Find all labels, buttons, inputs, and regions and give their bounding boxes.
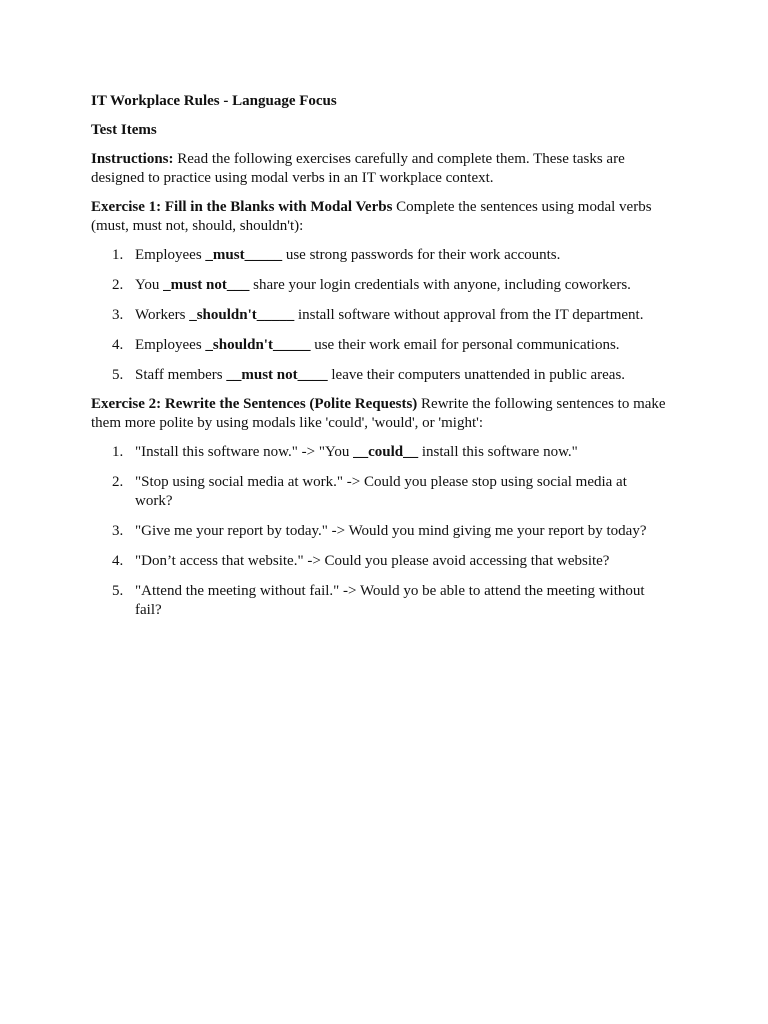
item-text-before: Workers [135,307,190,323]
list-item [91,443,668,462]
item-answer: _shouldn't_____ [189,307,295,323]
exercise2-intro [91,395,668,433]
exercise1-text: Complete the sentences using modal verbs (must, must not, should, shouldn't): [91,199,652,234]
instructions-text: Read the following exercises carefully and complete them. These tasks are designed to practice using modal verbs in an IT workplace context. [91,151,625,186]
item-text-after: install software without approval from the IT department. [294,307,644,323]
item-text: "Don’t access that website." -> Could you please avoid accessing that website? [135,553,610,569]
list-item [91,306,668,325]
item-text-before: Employees [135,247,206,263]
list-number: 5. [112,583,124,599]
exercise2-list [91,443,668,620]
item-answer: _must not___ [163,277,250,293]
list-number: 5. [112,367,124,383]
instructions-label: Instructions: [91,151,174,167]
list-item [91,582,668,620]
item-text-before: Employees [135,337,206,353]
document-title: IT Workplace Rules - Language Focus [91,93,337,109]
item-answer: __could__ [353,444,419,460]
list-item [91,276,668,295]
list-number: 3. [112,523,124,539]
item-text-after: leave their computers unattended in public areas. [327,367,626,383]
instructions-paragraph [91,150,668,188]
list-number: 3. [112,307,124,323]
item-text-before: You [135,277,164,293]
list-item [91,336,668,355]
list-number: 1. [112,247,124,263]
list-number: 2. [112,277,124,293]
list-item [91,552,668,571]
list-number: 4. [112,337,124,353]
item-text-after: share your login credentials with anyone, including coworkers. [249,277,631,293]
item-text: "Give me your report by today." -> Would you mind giving me your report by today? [135,523,647,539]
item-text: "Stop using social media at work." -> Could you please stop using social media at work? [135,474,627,509]
exercise1-list [91,246,668,385]
list-item [91,366,668,385]
item-text-after: use strong passwords for their work accounts. [282,247,561,263]
item-text-before: "Install this software now." -> "You [135,444,354,460]
list-item [91,522,668,541]
item-text: "Attend the meeting without fail." -> Would yo be able to attend the meeting without fail? [135,583,645,618]
item-answer: __must not____ [226,367,328,383]
item-answer: _shouldn't_____ [205,337,311,353]
item-text-after: use their work email for personal communications. [310,337,620,353]
exercise1-intro [91,198,668,236]
item-text-before: Staff members [135,367,227,383]
exercise2-heading: Exercise 2: Rewrite the Sentences (Polite Requests) [91,396,418,412]
item-text-after: install this software now." [418,444,578,460]
list-number: 4. [112,553,124,569]
list-number: 2. [112,474,124,490]
exercise2-text: Rewrite the following sentences to make them more polite by using modals like 'could', 'would', or 'might': [91,396,666,431]
document-subtitle: Test Items [91,122,157,138]
exercise1-heading: Exercise 1: Fill in the Blanks with Modal Verbs [91,199,393,215]
list-item [91,473,668,511]
list-number: 1. [112,444,124,460]
item-answer: _must_____ [205,247,283,263]
list-item [91,246,668,265]
